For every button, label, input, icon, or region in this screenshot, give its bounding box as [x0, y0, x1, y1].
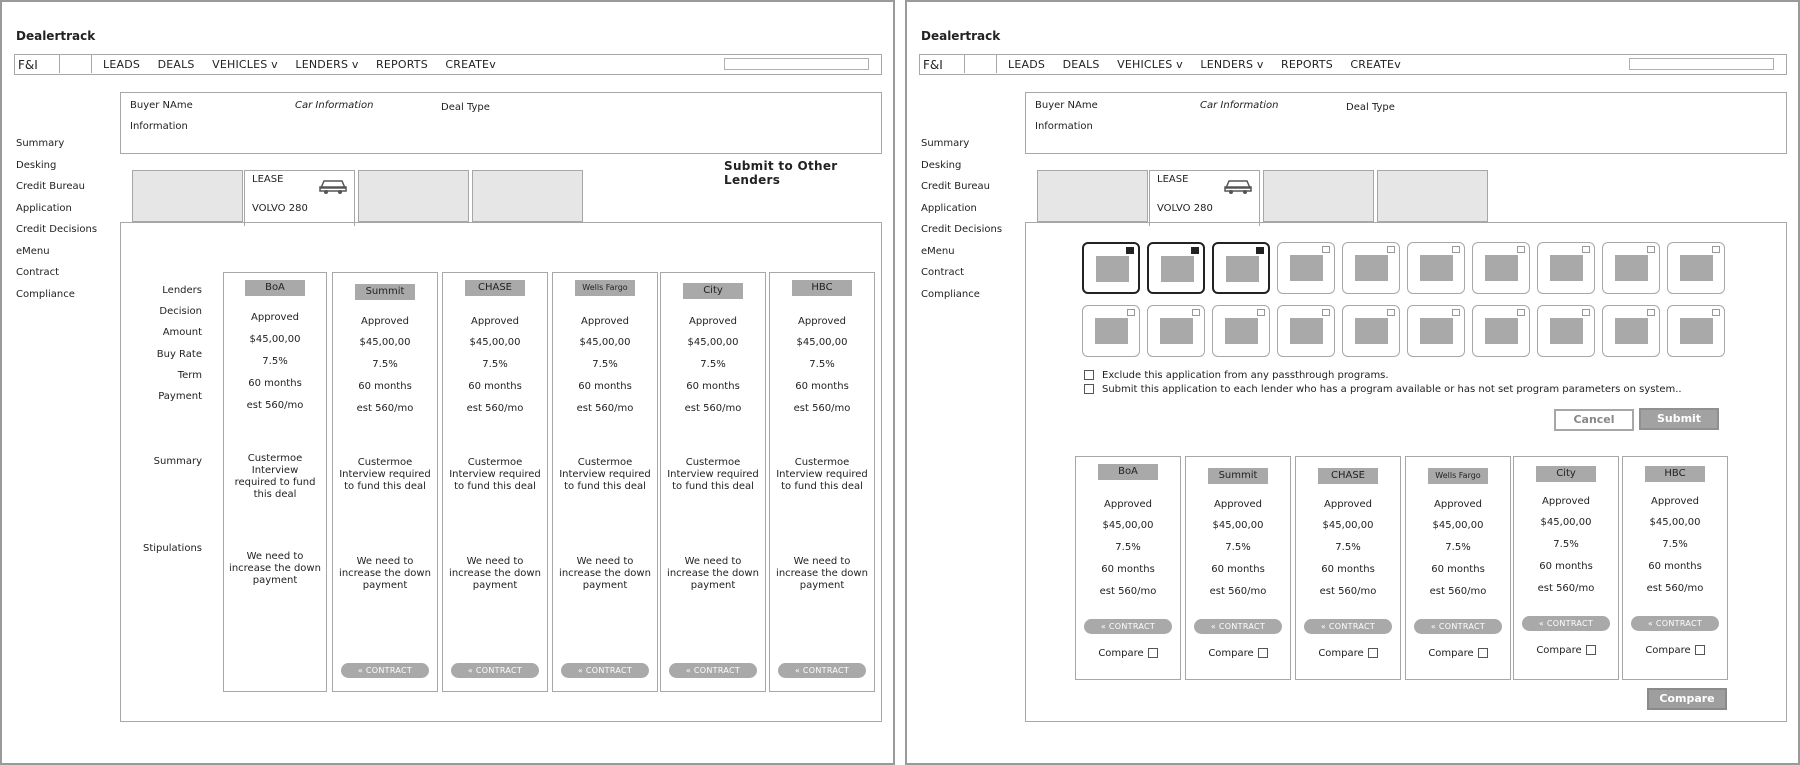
lender-payment: est 560/mo [246, 400, 304, 411]
deal-tab[interactable] [132, 170, 243, 222]
lender-amount: $45,00,00 [579, 337, 631, 348]
lender-amount: $45,00,00 [1102, 520, 1154, 531]
lender-card-boa [1075, 456, 1181, 680]
compare-checkbox[interactable] [1695, 645, 1705, 655]
lender-card-city [660, 272, 766, 692]
buyer-name: Buyer NAme [130, 100, 193, 111]
cancel-button[interactable]: Cancel [1554, 409, 1634, 431]
lender-thumbnail[interactable] [1472, 242, 1530, 294]
lender-amount: $45,00,00 [687, 337, 739, 348]
lender-payment: est 560/mo [1429, 586, 1487, 597]
lender-amount: $45,00,00 [1212, 520, 1264, 531]
lender-decision: Approved [1214, 499, 1262, 510]
app-title: Dealertrack [921, 29, 1001, 43]
compare-row[interactable] [1514, 645, 1618, 656]
compare-button[interactable]: Compare [1647, 688, 1727, 710]
lender-card-summit [1185, 456, 1291, 680]
nav-deals[interactable]: DEALS [157, 58, 195, 71]
deal-type: Deal Type [441, 102, 490, 113]
nav-reports[interactable]: REPORTS [376, 58, 428, 71]
lender-card-wells-fargo [552, 272, 658, 692]
contract-button[interactable]: « CONTRACT [341, 663, 429, 678]
lender-name: HBC [792, 280, 852, 296]
buyer-name: Buyer NAme [1035, 100, 1098, 111]
nav-create[interactable]: CREATEv [1350, 58, 1401, 71]
sidebar-item-contract[interactable]: Contract [921, 267, 965, 278]
lender-amount: $45,00,00 [1649, 517, 1701, 528]
lender-payment: est 560/mo [1646, 583, 1704, 594]
lender-decision: Approved [689, 316, 737, 327]
buyer-information: Information [130, 121, 188, 132]
contract-button[interactable]: « CONTRACT [1414, 619, 1502, 634]
lender-rate: 7.5% [1335, 542, 1361, 553]
lender-amount: $45,00,00 [1540, 517, 1592, 528]
tab-car-name: VOLVO 280 [1157, 203, 1213, 214]
nav-leads[interactable]: LEADS [1008, 58, 1046, 71]
lender-amount: $45,00,00 [796, 337, 848, 348]
lender-thumbnail[interactable] [1342, 305, 1400, 357]
lender-rate: 7.5% [700, 359, 726, 370]
lender-thumbnail[interactable] [1602, 242, 1660, 294]
lender-thumbnail[interactable] [1407, 242, 1465, 294]
sidebar-item-credit-bureau[interactable]: Credit Bureau [16, 181, 85, 192]
search-input[interactable] [724, 58, 869, 70]
lender-thumbnail[interactable] [1667, 242, 1725, 294]
row-label-decision: Decision [159, 306, 202, 317]
lender-term: 60 months [686, 381, 740, 392]
lender-term: 60 months [578, 381, 632, 392]
lender-card-city [1513, 456, 1619, 680]
contract-button[interactable]: « CONTRACT [561, 663, 649, 678]
deal-tab-active[interactable] [1149, 170, 1260, 226]
nav-lenders[interactable]: LENDERS v [295, 58, 359, 71]
sidebar-item-credit-decisions[interactable]: Credit Decisions [921, 224, 1003, 235]
search-input[interactable] [1629, 58, 1774, 70]
deal-tab-active[interactable] [244, 170, 355, 226]
sidebar-item-emenu[interactable]: eMenu [16, 245, 50, 257]
lender-thumbnail[interactable] [1602, 305, 1660, 357]
lender-thumbnail[interactable] [1277, 305, 1335, 357]
lender-term: 60 months [795, 381, 849, 392]
compare-label: Compare [1318, 648, 1364, 659]
lender-payment: est 560/mo [684, 403, 742, 414]
lender-decision: Approved [1104, 499, 1152, 510]
app-tag[interactable]: F&I [923, 58, 943, 72]
lender-stipulation: We need to increase the down payment [229, 551, 321, 586]
deal-tab[interactable] [358, 170, 469, 222]
compare-label: Compare [1208, 648, 1254, 659]
lender-thumbnail[interactable] [1472, 305, 1530, 357]
lender-thumbnail[interactable] [1537, 242, 1595, 294]
option-submit-each[interactable] [1084, 384, 1682, 395]
row-label-term: Term [177, 370, 202, 381]
lender-rate: 7.5% [1445, 542, 1471, 553]
lender-thumbnail[interactable] [1667, 305, 1725, 357]
sidebar-item-contract[interactable]: Contract [16, 267, 60, 278]
lender-decision: Approved [361, 316, 409, 327]
lender-rate: 7.5% [372, 359, 398, 370]
lender-card-summit [332, 272, 438, 692]
lender-name: CHASE [465, 280, 525, 296]
contract-button[interactable]: « CONTRACT [778, 663, 866, 678]
lender-rate: 7.5% [592, 359, 618, 370]
deal-tab[interactable] [472, 170, 583, 222]
lender-decision: Approved [1324, 499, 1372, 510]
lender-decision: Approved [798, 316, 846, 327]
lender-thumbnail[interactable] [1342, 242, 1400, 294]
row-label-payment: Payment [158, 391, 202, 402]
lender-card-chase [1295, 456, 1401, 680]
lender-name: City [1536, 466, 1596, 482]
sidebar-item-application[interactable]: Application [921, 202, 977, 214]
lender-summary: Custermoe Interview required to fund this deal [339, 457, 431, 492]
nav-deals[interactable]: DEALS [1062, 58, 1100, 71]
lender-name: BoA [1098, 464, 1158, 480]
compare-checkbox[interactable] [1258, 648, 1268, 658]
lender-thumbnail[interactable] [1212, 242, 1270, 294]
lender-amount: $45,00,00 [1432, 520, 1484, 531]
lender-card-hbc [1622, 456, 1728, 680]
nav-vehicles[interactable]: VEHICLES v [212, 58, 278, 71]
lender-payment: est 560/mo [793, 403, 851, 414]
row-label-buy-rate: Buy Rate [156, 349, 202, 360]
sidebar-item-desking[interactable]: Desking [921, 159, 962, 171]
lender-amount: $45,00,00 [249, 334, 301, 345]
contract-button[interactable]: « CONTRACT [1631, 616, 1719, 631]
tab-deal-type: LEASE [252, 174, 284, 185]
lender-thumbnail[interactable] [1147, 305, 1205, 357]
nav-menu [1008, 58, 1415, 71]
lender-term: 60 months [1321, 564, 1375, 575]
option-exclude[interactable] [1084, 370, 1389, 381]
lender-name: BoA [245, 280, 305, 296]
lender-stipulation: We need to increase the down payment [776, 556, 868, 591]
app-tag[interactable]: F&I [18, 58, 38, 72]
option-exclude-label: Exclude this application from any passthrough programs. [1102, 370, 1389, 381]
compare-checkbox[interactable] [1478, 648, 1488, 658]
sidebar [921, 138, 1002, 310]
compare-row[interactable] [1406, 648, 1510, 659]
lender-rate: 7.5% [1225, 542, 1251, 553]
sidebar-item-application[interactable]: Application [16, 202, 72, 214]
nav-lenders[interactable]: LENDERS v [1200, 58, 1264, 71]
sidebar-item-summary[interactable]: Summary [921, 138, 970, 149]
lender-decision: Approved [581, 316, 629, 327]
lender-card-boa [223, 272, 327, 692]
lender-decision: Approved [251, 312, 299, 323]
left-screen [0, 0, 895, 765]
lender-name: Wells Fargo [575, 280, 635, 296]
lender-decision: Approved [1542, 496, 1590, 507]
lender-stipulation: We need to increase the down payment [559, 556, 651, 591]
lender-term: 60 months [1539, 561, 1593, 572]
lender-term: 60 months [468, 381, 522, 392]
sidebar-item-emenu[interactable]: eMenu [921, 245, 955, 257]
lender-stipulation: We need to increase the down payment [339, 556, 431, 591]
contract-button[interactable]: « CONTRACT [451, 663, 539, 678]
deal-tab[interactable] [1377, 170, 1488, 222]
lender-name: HBC [1645, 466, 1705, 482]
lender-term: 60 months [1648, 561, 1702, 572]
lender-payment: est 560/mo [1319, 586, 1377, 597]
lender-decision: Approved [1434, 499, 1482, 510]
sidebar-item-credit-decisions[interactable]: Credit Decisions [16, 224, 98, 235]
deal-header [1025, 92, 1787, 154]
lender-thumbnail[interactable] [1537, 305, 1595, 357]
compare-row[interactable] [1186, 648, 1290, 659]
sidebar-item-compliance[interactable]: Compliance [921, 288, 980, 300]
deal-header [120, 92, 882, 154]
lender-name: CHASE [1318, 468, 1378, 484]
lender-term: 60 months [1211, 564, 1265, 575]
lender-decision: Approved [471, 316, 519, 327]
lender-summary: Custermoe Interview required to fund this deal [449, 457, 541, 492]
compare-checkbox[interactable] [1368, 648, 1378, 658]
row-label-stipulations: Stipulations [142, 543, 202, 554]
lender-thumbnail[interactable] [1147, 242, 1205, 294]
lender-summary: Custermoe Interview required to fund this deal [234, 453, 316, 500]
lender-payment: est 560/mo [1209, 586, 1267, 597]
row-label-summary: Summary [153, 456, 202, 467]
contract-button[interactable]: « CONTRACT [1304, 619, 1392, 634]
nav-create[interactable]: CREATEv [445, 58, 496, 71]
contract-button[interactable]: « CONTRACT [1522, 616, 1610, 631]
submit-each-checkbox[interactable] [1084, 384, 1094, 394]
lender-name: Summit [1208, 468, 1268, 484]
lender-amount: $45,00,00 [1322, 520, 1374, 531]
compare-label: Compare [1098, 648, 1144, 659]
lender-payment: est 560/mo [1099, 586, 1157, 597]
compare-checkbox[interactable] [1148, 648, 1158, 658]
lender-amount: $45,00,00 [359, 337, 411, 348]
car-icon [318, 175, 348, 199]
lender-card-wells-fargo [1405, 456, 1511, 680]
row-label-lenders: Lenders [162, 285, 202, 296]
row-label-amount: Amount [162, 327, 202, 338]
lender-payment: est 560/mo [576, 403, 634, 414]
sidebar-item-credit-bureau[interactable]: Credit Bureau [921, 181, 990, 192]
top-nav [14, 54, 882, 75]
compare-label: Compare [1428, 648, 1474, 659]
sidebar-item-summary[interactable]: Summary [16, 138, 65, 149]
contract-button[interactable]: « CONTRACT [1194, 619, 1282, 634]
lender-stipulation: We need to increase the down payment [667, 556, 759, 591]
submit-button[interactable]: Submit [1639, 408, 1719, 430]
lender-thumbnail[interactable] [1407, 305, 1465, 357]
sidebar [16, 138, 97, 310]
lender-thumbnail[interactable] [1082, 305, 1140, 357]
lender-summary: Custermoe Interview required to fund this deal [776, 457, 868, 492]
lender-thumbnail[interactable] [1212, 305, 1270, 357]
compare-row[interactable] [1076, 648, 1180, 659]
lender-term: 60 months [1431, 564, 1485, 575]
compare-row[interactable] [1296, 648, 1400, 659]
lender-name: Wells Fargo [1428, 468, 1488, 484]
compare-checkbox[interactable] [1586, 645, 1596, 655]
lender-rate: 7.5% [1662, 539, 1688, 550]
lender-rate: 7.5% [1553, 539, 1579, 550]
lender-card-hbc [769, 272, 875, 692]
compare-label: Compare [1536, 645, 1582, 656]
car-icon [1223, 175, 1253, 199]
lender-rate: 7.5% [262, 356, 288, 367]
lender-thumbnail[interactable] [1082, 242, 1140, 294]
lender-payment: est 560/mo [466, 403, 524, 414]
lender-term: 60 months [1101, 564, 1155, 575]
lender-term: 60 months [358, 381, 412, 392]
buyer-information: Information [1035, 121, 1093, 132]
contract-button[interactable]: « CONTRACT [669, 663, 757, 678]
lender-stipulation: We need to increase the down payment [449, 556, 541, 591]
nav-leads[interactable]: LEADS [103, 58, 141, 71]
exclude-checkbox[interactable] [1084, 370, 1094, 380]
sidebar-item-compliance[interactable]: Compliance [16, 288, 75, 300]
deal-tab[interactable] [1263, 170, 1374, 222]
tab-car-name: VOLVO 280 [252, 203, 308, 214]
lender-term: 60 months [248, 378, 302, 389]
compare-label: Compare [1645, 645, 1691, 656]
lender-thumbnail[interactable] [1277, 242, 1335, 294]
car-information: Car Information [1200, 100, 1279, 111]
sidebar-item-desking[interactable]: Desking [16, 159, 57, 171]
contract-button[interactable]: « CONTRACT [1084, 619, 1172, 634]
lender-payment: est 560/mo [356, 403, 414, 414]
deal-type: Deal Type [1346, 102, 1395, 113]
lender-name: Summit [355, 284, 415, 300]
lender-rate: 7.5% [482, 359, 508, 370]
compare-row[interactable] [1623, 645, 1727, 656]
lender-decision: Approved [1651, 496, 1699, 507]
nav-vehicles[interactable]: VEHICLES v [1117, 58, 1183, 71]
lender-card-chase [442, 272, 548, 692]
lender-amount: $45,00,00 [469, 337, 521, 348]
submit-to-other-lenders-link[interactable]: Submit to Other Lenders [724, 159, 838, 187]
lender-rate: 7.5% [1115, 542, 1141, 553]
nav-reports[interactable]: REPORTS [1281, 58, 1333, 71]
app-title: Dealertrack [16, 29, 96, 43]
option-submit-each-label: Submit this application to each lender who has a program available or has not set program parameters on system.. [1102, 384, 1682, 395]
lender-summary: Custermoe Interview required to fund this deal [559, 457, 651, 492]
nav-menu [103, 58, 510, 71]
top-nav [919, 54, 1787, 75]
lender-summary: Custermoe Interview required to fund this deal [667, 457, 759, 492]
tab-deal-type: LEASE [1157, 174, 1189, 185]
lender-payment: est 560/mo [1537, 583, 1595, 594]
deal-tab[interactable] [1037, 170, 1148, 222]
lender-rate: 7.5% [809, 359, 835, 370]
right-screen [905, 0, 1800, 765]
lender-name: City [683, 283, 743, 299]
car-information: Car Information [295, 100, 374, 111]
